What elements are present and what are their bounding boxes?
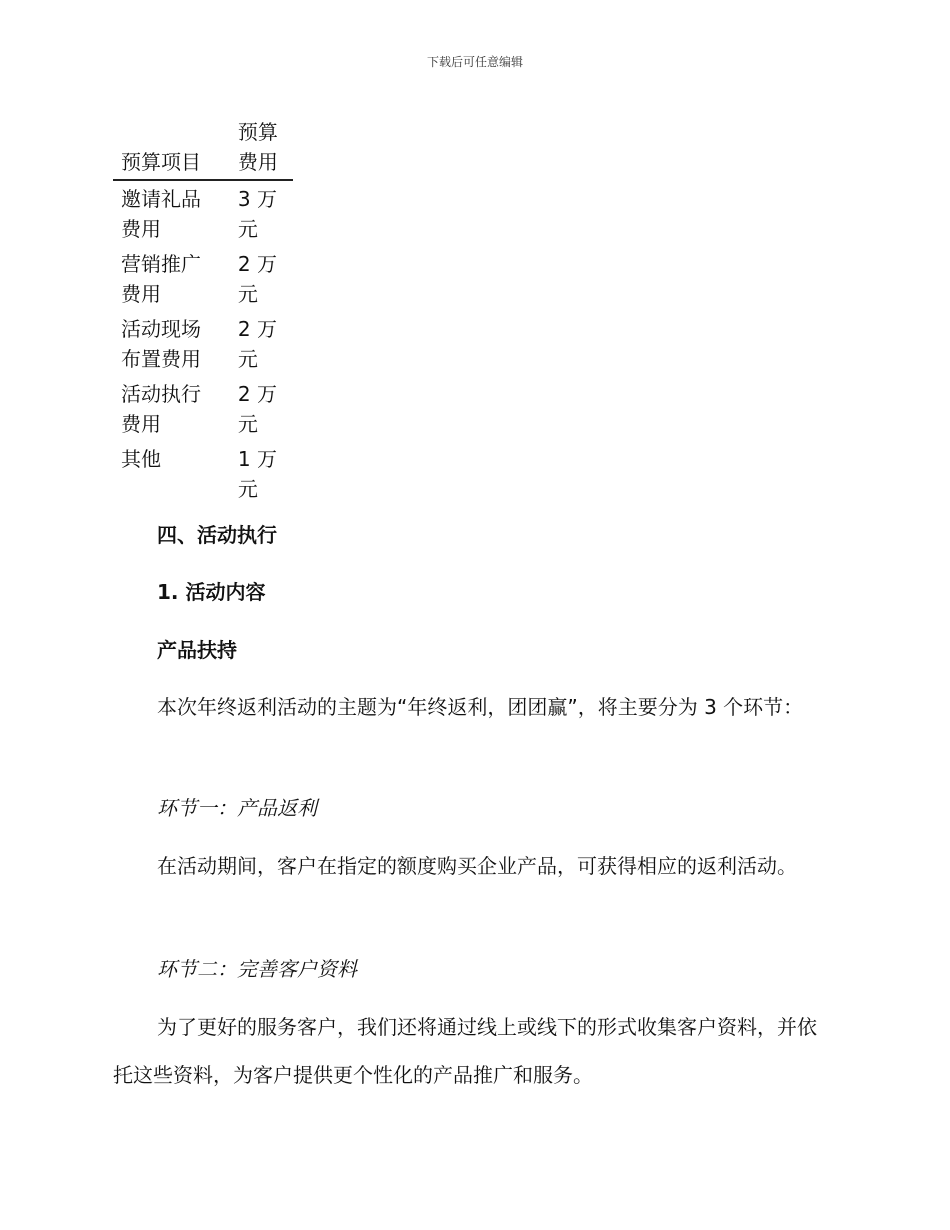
section-title: 四、活动执行 [157, 523, 277, 547]
step-two-paragraph: 为了更好的服务客户，我们还将通过线上或线下的形式收集客户资料，并依托这些资料，为客户提供更个性化的产品推广和服务。 [113, 1015, 817, 1087]
budget-cost-value: 2 万元 [237, 252, 277, 306]
column-header-item-label: 预算项目 [121, 150, 201, 174]
table-row [113, 311, 293, 376]
table-cell-item [113, 311, 235, 376]
budget-cost-value: 1 万元 [237, 447, 277, 501]
budget-cost-value: 3 万元 [237, 187, 277, 241]
budget-item-label: 营销推广费用 [121, 252, 201, 306]
table-cell-item [113, 180, 235, 246]
step-one-title: 环节一：产品返利 [157, 796, 317, 820]
table-cell-cost [235, 311, 293, 376]
budget-table [113, 117, 293, 506]
budget-cost-value: 2 万元 [237, 317, 277, 371]
table-cell-item [113, 246, 235, 311]
table-cell-item [113, 376, 235, 441]
budget-cost-value: 2 万元 [237, 382, 277, 436]
header-note: 下载后可任意编辑 [426, 55, 523, 69]
table-row [113, 180, 293, 246]
budget-item-label: 活动执行费用 [121, 382, 201, 436]
table-row [113, 246, 293, 311]
column-header-item [113, 117, 235, 180]
table-cell-item [113, 441, 235, 506]
subsection-title: 1. 活动内容 [157, 580, 266, 604]
budget-item-label: 邀请礼品费用 [121, 187, 201, 241]
table-cell-cost [235, 441, 293, 506]
step-two-title: 环节二：完善客户资料 [157, 957, 357, 981]
table-row [113, 441, 293, 506]
column-header-cost-label: 预算费用 [237, 120, 278, 174]
column-header-cost [235, 117, 293, 180]
subheading: 产品扶持 [157, 638, 237, 662]
step-one-paragraph: 在活动期间，客户在指定的额度购买企业产品，可获得相应的返利活动。 [157, 854, 797, 878]
table-cell-cost [235, 376, 293, 441]
intro-paragraph: 本次年终返利活动的主题为“年终返利，团团赢”，将主要分为 3 个环节： [157, 695, 804, 719]
budget-item-label: 活动现场布置费用 [121, 317, 201, 371]
table-cell-cost [235, 246, 293, 311]
table-row [113, 376, 293, 441]
table-header-row [113, 117, 293, 180]
budget-item-label: 其他 [121, 447, 161, 471]
table-cell-cost [235, 180, 293, 246]
